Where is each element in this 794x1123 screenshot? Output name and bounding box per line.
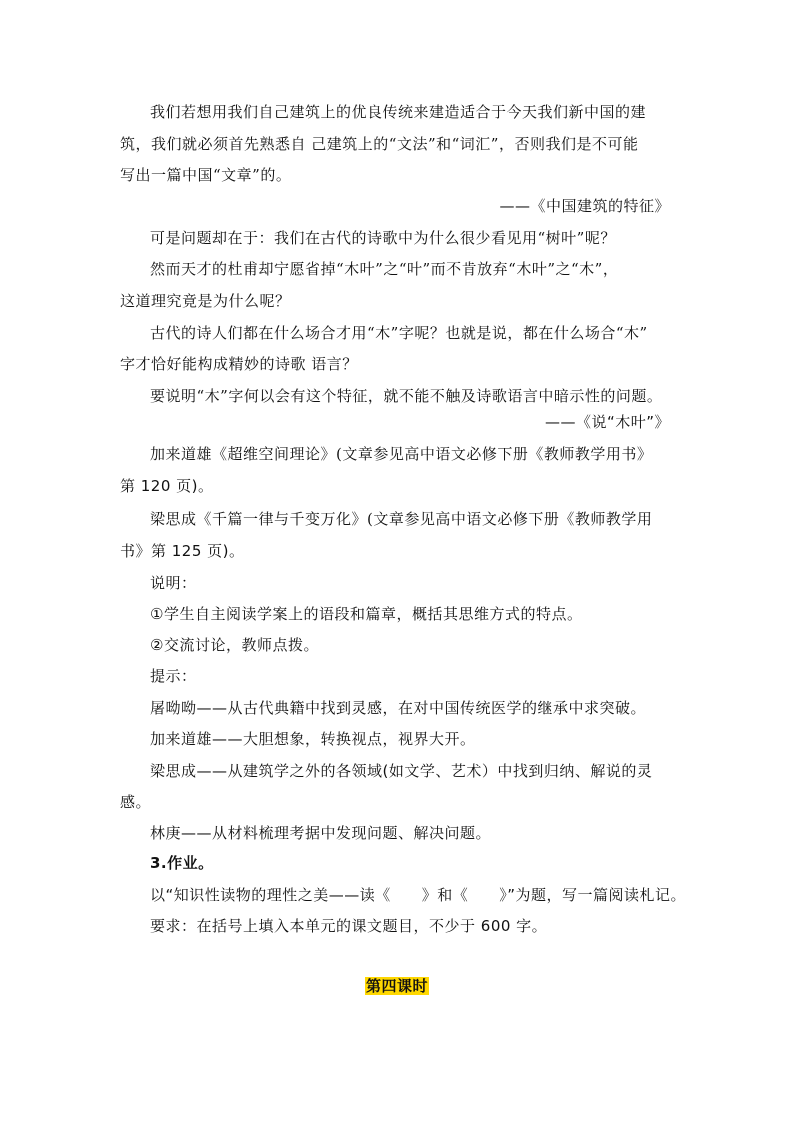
notes-label: 说明： xyxy=(150,574,197,592)
quote-paragraph-line: 然而天才的杜甫却宁愿省掉“木叶”之“叶”而不肯放弃“木叶”之“木”， xyxy=(150,260,619,278)
quote-paragraph-line: 筑，我们就必须首先熟悉自 己建筑上的“文法”和“词汇”，否则我们是不可能 xyxy=(120,135,639,153)
reference-line: 第 120 页)。 xyxy=(120,477,214,495)
quote-source: ——《说“木叶”》 xyxy=(544,413,670,431)
hint-item: 加来道雄——大胆想象，转换视点，视界大开。 xyxy=(150,730,476,748)
quote-paragraph-line: 我们若想用我们自己建筑上的优良传统来建造适合于今天我们新中国的建 xyxy=(150,103,647,121)
notes-item: ②交流讨论，教师点拨。 xyxy=(150,636,319,654)
quote-paragraph-line: 可是问题却在于：我们在古代的诗歌中为什么很少看见用“树叶”呢？ xyxy=(150,229,616,247)
homework-heading: 3.作业。 xyxy=(150,854,214,872)
notes-item: ①学生自主阅读学案上的语段和篇章，概括其思维方式的特点。 xyxy=(150,605,583,623)
section-heading-wrap xyxy=(0,975,794,997)
reference-line: 加来道雄《超维空间理论》(文章参见高中语文必修下册《教师教学用书》 xyxy=(150,445,653,463)
hint-item: 林庚——从材料梳理考据中发现问题、解决问题。 xyxy=(150,824,492,842)
homework-line: 要求：在括号上填入本单元的课文题目，不少于 600 字。 xyxy=(150,917,548,935)
reference-line: 书》第 125 页)。 xyxy=(120,542,245,560)
section-heading: 第四课时 xyxy=(365,977,428,995)
quote-paragraph-line: 字才恰好能构成精妙的诗歌 语言？ xyxy=(120,355,358,373)
hint-label: 提示： xyxy=(150,667,197,685)
quote-paragraph-line: 古代的诗人们都在什么场合才用“木”字呢？也就是说，都在什么场合“木” xyxy=(150,324,648,342)
hint-item: 梁思成——从建筑学之外的各领域(如文学、艺术）中找到归纳、解说的灵 xyxy=(150,762,653,780)
hint-item: 感。 xyxy=(120,793,152,811)
reference-line: 梁思成《千篇一律与千变万化》(文章参见高中语文必修下册《教师教学用 xyxy=(150,510,653,528)
homework-line: 以“知识性读物的理性之美——读《 》和《 》”为题，写一篇阅读札记。 xyxy=(150,886,687,904)
quote-paragraph-line: 这道理究竟是为什么呢？ xyxy=(120,292,291,310)
hint-item: 屠呦呦——从古代典籍中找到灵感，在对中国传统医学的继承中求突破。 xyxy=(150,699,647,717)
quote-paragraph-line: 要说明“木”字何以会有这个特征，就不能不触及诗歌语言中暗示性的问题。 xyxy=(150,387,663,405)
quote-paragraph-line: 写出一篇中国“文章”的。 xyxy=(120,166,292,184)
quote-source: ——《中国建筑的特征》 xyxy=(499,197,670,215)
